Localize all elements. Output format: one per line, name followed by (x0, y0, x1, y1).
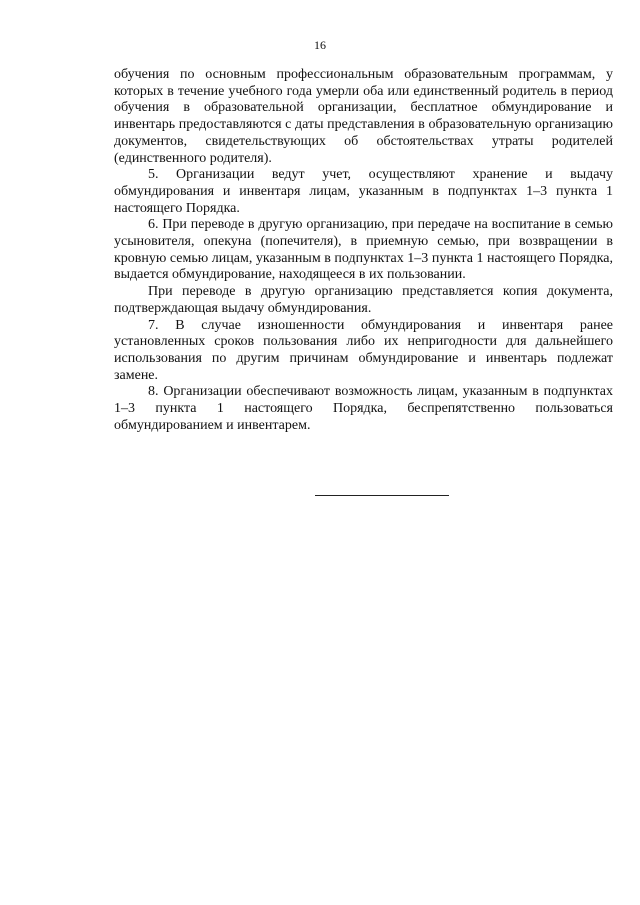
paragraph-item-8: 8. Организации обеспечивают возможность лицам, указанным в подпунктах 1–3 пункта 1 настоящего Порядка, беспрепятственно пользоваться обмундированием и инвентарем. (114, 384, 613, 433)
paragraph-continuation: обучения по основным профессиональным образовательным программам, у которых в течение учебного года умерли оба или единственный родитель в период обучения в образовательной организации, бесплатное обмундирование и инвентарь предоставляются с даты представления в образовательную организацию документов, свидетельствующих об обстоятельствах утраты родителей (единственного родителя). (114, 67, 613, 166)
document-body (114, 67, 613, 434)
paragraph-item-6: 6. При переводе в другую организацию, при передаче на воспитание в семью усыновителя, опекуна (попечителя), в приемную семью, при возвращении в кровную семью лицам, указанным в подпунктах 1–3 пункта 1 настоящего Порядка, выдается обмундирование, находящееся в их пользовании. (114, 217, 613, 283)
paragraph-item-5: 5. Организации ведут учет, осуществляют хранение и выдачу обмундирования и инвентаря лицам, указанным в подпунктах 1–3 пункта 1 настоящего Порядка. (114, 167, 613, 216)
page-number: 16 (314, 38, 326, 52)
paragraph-item-7: 7. В случае изношенности обмундирования и инвентаря ранее установленных сроков пользования либо их непригодности для дальнейшего использования по другим причинам обмундирование и инвентарь подлежат замене. (114, 317, 613, 383)
end-of-document-rule (315, 495, 449, 496)
paragraph-item-6-note: При переводе в другую организацию представляется копия документа, подтверждающая выдачу обмундирования. (114, 284, 613, 316)
